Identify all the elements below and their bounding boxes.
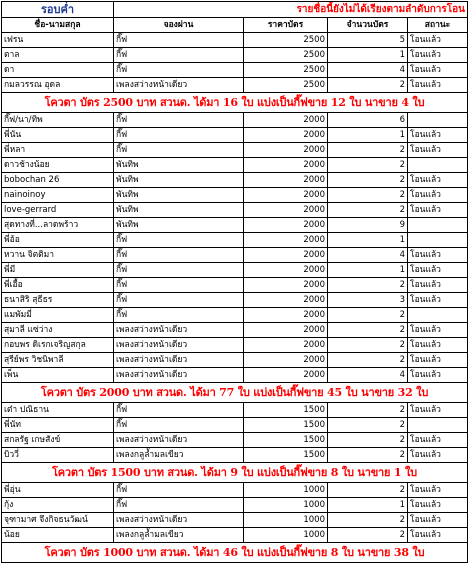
cell-booked-via: กี๊ฟ [114, 263, 244, 278]
cell-booked-via: พันทิพ [114, 158, 244, 173]
cell-booked-via: กี๊ฟ [114, 233, 244, 248]
cell-status: โอนแล้ว [408, 278, 468, 293]
sheet-title: รอบค่ำ [2, 2, 114, 18]
cell-status: โอนแล้ว [408, 293, 468, 308]
column-header-qty: จำนวนบัตร [328, 18, 408, 33]
cell-status: โอนแล้ว [408, 448, 468, 463]
cell-booked-via: กี๊ฟ [114, 128, 244, 143]
cell-quantity: 1 [328, 48, 408, 63]
cell-name: พี่นัน [2, 128, 114, 143]
cell-booked-via: พันทิพ [114, 218, 244, 233]
cell-booked-via: เพลงสว่างหน้าเดียว [114, 78, 244, 93]
quota-row [2, 463, 468, 483]
cell-booked-via: เพลงสว่างหน้าเดียว [114, 323, 244, 338]
cell-price: 2000 [244, 308, 328, 323]
cell-quantity: 4 [328, 63, 408, 78]
cell-price: 2000 [244, 293, 328, 308]
quota-summary: โควตา บัตร 2500 บาท สวนด. ได้มา 16 ใบ แบ่งเป็นกี๊ฟขาย 12 ใบ นาขาย 4 ใบ [2, 93, 468, 113]
table-row [2, 368, 468, 383]
cell-status: โอนแล้ว [408, 513, 468, 528]
cell-booked-via: พันทิพ [114, 188, 244, 203]
table-row [2, 498, 468, 513]
cell-status: โอนแล้ว [408, 353, 468, 368]
cell-status: โอนแล้ว [408, 48, 468, 63]
cell-booked-via: เพลงกลูล้ำมลเขียว [114, 528, 244, 543]
cell-booked-via: เพลงสว่างหน้าเดียว [114, 353, 244, 368]
cell-price: 1500 [244, 433, 328, 448]
table-row [2, 263, 468, 278]
cell-price: 2000 [244, 173, 328, 188]
title-row [2, 2, 468, 18]
cell-quantity: 1 [328, 128, 408, 143]
cell-price: 1000 [244, 513, 328, 528]
cell-name: nainoinoy [2, 188, 114, 203]
cell-status [408, 418, 468, 433]
cell-booked-via: กี๊ฟ [114, 278, 244, 293]
cell-price: 2000 [244, 278, 328, 293]
cell-booked-via: พันทิพ [114, 173, 244, 188]
cell-status: โอนแล้ว [408, 483, 468, 498]
table-row [2, 483, 468, 498]
cell-quantity: 2 [328, 78, 408, 93]
column-header-via: จองผ่าน [114, 18, 244, 33]
cell-name: เฟรน [2, 33, 114, 48]
cell-name: ตาล [2, 48, 114, 63]
cell-name: จุฑามาศ จึงกิจธนวัฒน์ [2, 513, 114, 528]
cell-booked-via: กี๊ฟ [114, 418, 244, 433]
cell-name: เพ็น [2, 368, 114, 383]
table-row [2, 188, 468, 203]
cell-price: 2000 [244, 338, 328, 353]
cell-quantity: 1 [328, 498, 408, 513]
cell-name: love-gerrard [2, 203, 114, 218]
cell-price: 2500 [244, 63, 328, 78]
cell-price: 2000 [244, 158, 328, 173]
cell-status: โอนแล้ว [408, 263, 468, 278]
cell-status [408, 308, 468, 323]
cell-status: โอนแล้ว [408, 338, 468, 353]
table-row [2, 63, 468, 78]
cell-price: 2000 [244, 368, 328, 383]
column-header-name: ชื่อ-นามสกุล [2, 18, 114, 33]
column-header-row [2, 18, 468, 33]
cell-booked-via: กี๊ฟ [114, 308, 244, 323]
table-row [2, 78, 468, 93]
cell-booked-via: กี๊ฟ [114, 63, 244, 78]
cell-booked-via: เพลงสว่างหน้าเดียว [114, 368, 244, 383]
table-row [2, 433, 468, 448]
cell-booked-via: กี๊ฟ [114, 293, 244, 308]
table-row [2, 323, 468, 338]
cell-price: 1000 [244, 498, 328, 513]
cell-price: 2000 [244, 218, 328, 233]
quota-summary: โควตา บัตร 2000 บาท สวนด. ได้มา 77 ใบ แบ่งเป็นกี๊ฟขาย 45 ใบ นาขาย 32 ใบ [2, 383, 468, 403]
cell-name: bobochan 26 [2, 173, 114, 188]
cell-booked-via: เพลงสว่างหน้าเดียว [114, 338, 244, 353]
cell-price: 2000 [244, 248, 328, 263]
cell-price: 1000 [244, 483, 328, 498]
table-row [2, 308, 468, 323]
cell-name: พี่นัท [2, 418, 114, 433]
cell-price: 1000 [244, 528, 328, 543]
cell-name: พี่อ้อ [2, 233, 114, 248]
cell-booked-via: กี๊ฟ [114, 248, 244, 263]
cell-price: 2000 [244, 323, 328, 338]
cell-quantity: 4 [328, 368, 408, 383]
cell-status: โอนแล้ว [408, 33, 468, 48]
cell-booked-via: กี๊ฟ [114, 483, 244, 498]
quota-row [2, 543, 468, 563]
cell-status [408, 158, 468, 173]
cell-quantity: 2 [328, 173, 408, 188]
quota-row [2, 93, 468, 113]
cell-status: โอนแล้ว [408, 203, 468, 218]
cell-name: ดาวช้างน้อย [2, 158, 114, 173]
cell-booked-via: เพลงกลูล้ำมลเขียว [114, 448, 244, 463]
cell-booked-via: พันทิพ [114, 203, 244, 218]
cell-name: สุรีย์พร วิชนิพาลี [2, 353, 114, 368]
cell-booked-via: กี๊ฟ [114, 403, 244, 418]
cell-booked-via: เพลงสว่างหน้าเดียว [114, 513, 244, 528]
cell-booked-via: กี๊ฟ [114, 143, 244, 158]
cell-status: โอนแล้ว [408, 433, 468, 448]
cell-quantity: 2 [328, 433, 408, 448]
cell-name: พี่มี [2, 263, 114, 278]
cell-price: 2000 [244, 188, 328, 203]
table-row [2, 158, 468, 173]
quota-row [2, 383, 468, 403]
cell-quantity: 5 [328, 33, 408, 48]
cell-price: 2000 [244, 263, 328, 278]
sheet-body [2, 2, 468, 563]
cell-name: กมลวรรณ อุดล [2, 78, 114, 93]
table-row [2, 203, 468, 218]
cell-status: โอนแล้ว [408, 188, 468, 203]
cell-price: 1500 [244, 403, 328, 418]
table-row [2, 233, 468, 248]
table-row [2, 113, 468, 128]
cell-price: 2000 [244, 233, 328, 248]
table-row [2, 173, 468, 188]
cell-name: สุมาลี แซ่ว่าง [2, 323, 114, 338]
cell-booked-via: กี๊ฟ [114, 33, 244, 48]
cell-price: 2500 [244, 48, 328, 63]
cell-booked-via: เพลงสว่างหน้าเดียว [114, 433, 244, 448]
column-header-price: ราคาบัตร [244, 18, 328, 33]
cell-name: หวาน จิตติมา [2, 248, 114, 263]
cell-name: ดา [2, 63, 114, 78]
cell-quantity: 1 [328, 263, 408, 278]
cell-quantity: 2 [328, 203, 408, 218]
cell-name: น้อย [2, 528, 114, 543]
cell-status: โอนแล้ว [408, 323, 468, 338]
cell-name: พี่หลา [2, 143, 114, 158]
table-row [2, 338, 468, 353]
cell-status [408, 233, 468, 248]
cell-name: สกลรัฐ เกษสังข์ [2, 433, 114, 448]
table-row [2, 128, 468, 143]
cell-status: โอนแล้ว [408, 128, 468, 143]
cell-status: โอนแล้ว [408, 143, 468, 158]
cell-name: แมพัมมี่ [2, 308, 114, 323]
cell-quantity: 2 [328, 143, 408, 158]
cell-booked-via: กี๊ฟ [114, 113, 244, 128]
cell-status: โอนแล้ว [408, 368, 468, 383]
table-row [2, 403, 468, 418]
table-row [2, 143, 468, 158]
cell-quantity: 2 [328, 278, 408, 293]
cell-name: เต๋า ปณิธาน [2, 403, 114, 418]
quota-summary: โควตา บัตร 1500 บาท สวนด. ได้มา 9 ใบ แบ่งเป็นกี๊ฟขาย 8 ใบ นาขาย 1 ใบ [2, 463, 468, 483]
table-row [2, 48, 468, 63]
cell-quantity: 9 [328, 218, 408, 233]
quota-summary: โควตา บัตร 1000 บาท สวนด. ได้มา 46 ใบ แบ่งเป็นกี๊ฟขาย 8 ใบ นาขาย 38 ใบ [2, 543, 468, 563]
cell-booked-via: กี๊ฟ [114, 48, 244, 63]
cell-price: 1500 [244, 418, 328, 433]
cell-status: โอนแล้ว [408, 63, 468, 78]
sheet-note: รายชื่อนี้ยังไม่ได้เรียงตามลำดับการโอน [114, 2, 468, 18]
cell-quantity: 2 [328, 483, 408, 498]
column-header-status: สถานะ [408, 18, 468, 33]
table-row [2, 418, 468, 433]
cell-price: 2000 [244, 128, 328, 143]
table-row [2, 218, 468, 233]
cell-price: 2000 [244, 353, 328, 368]
cell-name: สุดทางที่...ลาดพร้าว [2, 218, 114, 233]
cell-quantity: 2 [328, 513, 408, 528]
cell-booked-via: กี๊ฟ [114, 498, 244, 513]
cell-price: 2000 [244, 203, 328, 218]
cell-quantity: 2 [328, 528, 408, 543]
cell-price: 2000 [244, 143, 328, 158]
cell-price: 1500 [244, 448, 328, 463]
table-row [2, 278, 468, 293]
cell-name: พี่อุ่น [2, 483, 114, 498]
cell-price: 2500 [244, 78, 328, 93]
table-row [2, 513, 468, 528]
table-row [2, 448, 468, 463]
table-row [2, 293, 468, 308]
booking-spreadsheet [1, 1, 468, 563]
cell-quantity: 2 [328, 158, 408, 173]
cell-status: โอนแล้ว [408, 528, 468, 543]
cell-name: กี๊ฟ/นา/ทิพ [2, 113, 114, 128]
cell-quantity: 2 [328, 353, 408, 368]
cell-quantity: 2 [328, 323, 408, 338]
cell-status [408, 113, 468, 128]
cell-status: โอนแล้ว [408, 173, 468, 188]
cell-price: 2500 [244, 33, 328, 48]
cell-quantity: 6 [328, 113, 408, 128]
cell-name: บิววี่ [2, 448, 114, 463]
cell-quantity: 2 [328, 448, 408, 463]
cell-quantity: 2 [328, 403, 408, 418]
cell-quantity: 1 [328, 233, 408, 248]
cell-quantity: 4 [328, 248, 408, 263]
cell-name: กอบพร ดิเรกเจริญสกุล [2, 338, 114, 353]
cell-status: โอนแล้ว [408, 498, 468, 513]
cell-status: โอนแล้ว [408, 403, 468, 418]
table-row [2, 248, 468, 263]
cell-quantity: 2 [328, 188, 408, 203]
cell-name: พี่เอื้อ [2, 278, 114, 293]
cell-quantity: 3 [328, 293, 408, 308]
cell-status: โอนแล้ว [408, 248, 468, 263]
cell-status [408, 218, 468, 233]
cell-quantity: 2 [328, 338, 408, 353]
table-row [2, 33, 468, 48]
cell-quantity: 2 [328, 308, 408, 323]
cell-status: โอนแล้ว [408, 78, 468, 93]
cell-name: ธนาสิริ สุธีธร [2, 293, 114, 308]
cell-quantity: 2 [328, 418, 408, 433]
table-row [2, 353, 468, 368]
cell-name: กุ้ง [2, 498, 114, 513]
cell-price: 2000 [244, 113, 328, 128]
